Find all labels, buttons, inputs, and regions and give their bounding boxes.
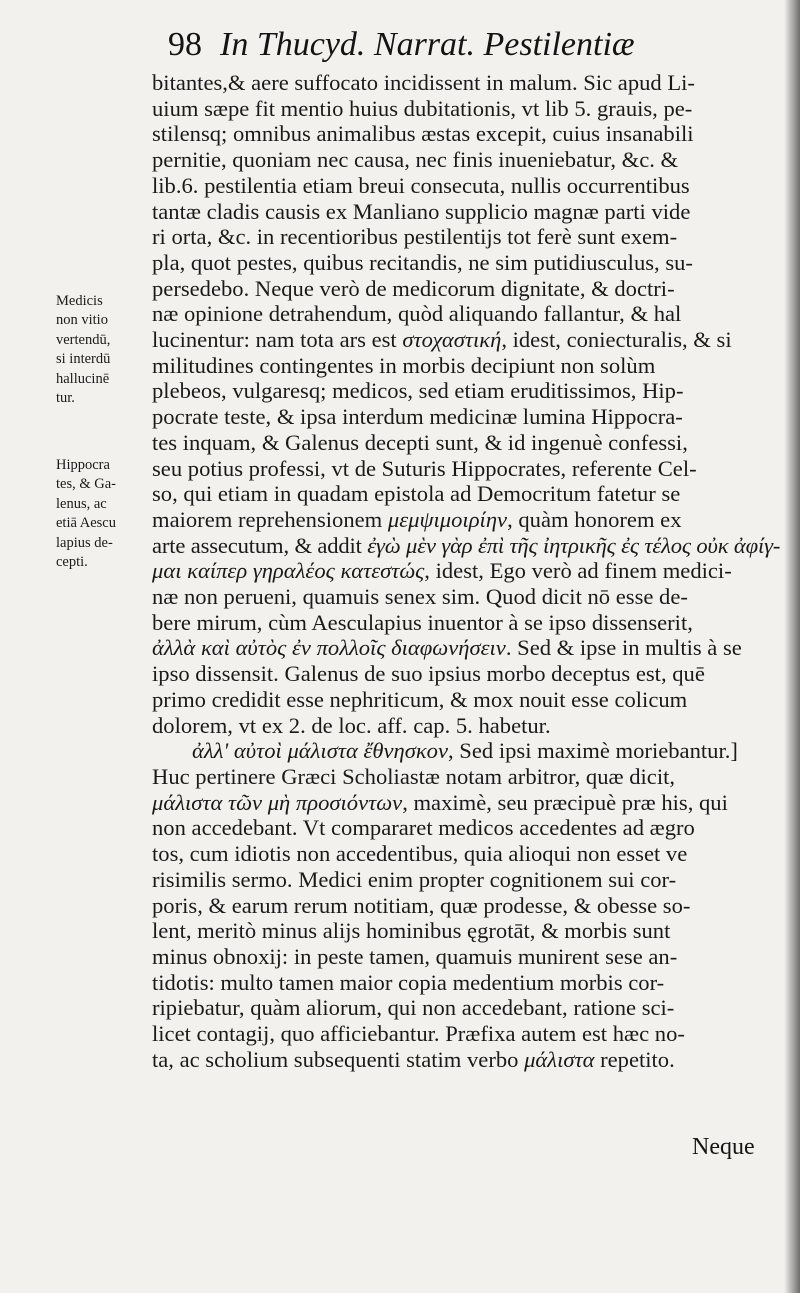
margin-note-line: Hippocra — [56, 457, 110, 473]
greek-phrase: μάλιστα — [524, 1046, 595, 1072]
text-line — [152, 687, 780, 713]
text-line — [152, 404, 780, 430]
text-line — [152, 867, 780, 893]
margin-note-line: cepti. — [56, 554, 88, 571]
latin-text: ripiebatur, quàm aliorum, qui non accedebant, ratione sci- — [152, 995, 675, 1021]
text-line — [152, 121, 780, 147]
margin-note-line: tes, & Ga- — [56, 476, 116, 493]
text-line — [152, 893, 780, 919]
margin-note-physicians — [56, 292, 150, 408]
text-line — [152, 70, 780, 96]
page-edge-shadow — [784, 0, 800, 1293]
text-line — [152, 430, 780, 456]
latin-text: tidotis: multo tamen maior copia medentium morbis cor- — [152, 969, 665, 995]
latin-text: , idest, Ego verò ad finem medici- — [424, 558, 732, 584]
text-line — [152, 970, 780, 996]
margin-note-line: hallucinē — [56, 370, 110, 387]
greek-phrase: ἀλλ' αὐτοὶ μάλιστα ἔθνησκον — [192, 738, 448, 764]
latin-text: , quàm honorem ex — [507, 506, 682, 532]
text-line — [152, 558, 780, 584]
margin-note-line: Medicis — [56, 293, 103, 309]
text-line — [152, 250, 780, 276]
latin-text: poris, & earum rerum notitiam, quæ prodesse, & obesse so- — [152, 892, 691, 918]
text-line — [152, 841, 780, 867]
text-line — [152, 610, 780, 636]
latin-text: so, qui etiam in quadam epistola ad Democritum fatetur se — [152, 481, 681, 507]
latin-text: pernitie, quoniam nec causa, nec finis inueniebatur, &c. & — [152, 147, 679, 173]
margin-note-hippocrates — [56, 456, 150, 572]
latin-text: dolorem, vt ex 2. de loc. aff. cap. 5. habetur. — [152, 712, 551, 738]
latin-text: non accedebant. Vt compararet medicos accedentes ad ægro — [152, 815, 695, 841]
margin-note-line: vertendū, — [56, 331, 111, 348]
text-line — [152, 790, 780, 816]
latin-text: , idest, coniecturalis, & si — [501, 327, 732, 353]
text-line — [152, 327, 780, 353]
text-line — [152, 224, 780, 250]
latin-text: Huc pertinere Græci Scholiastæ notam arbitror, quæ dicit, — [152, 763, 676, 789]
text-line — [152, 481, 780, 507]
latin-text: uium sæpe fit mentio huius dubitationis, vt lib 5. grauis, pe- — [152, 95, 693, 121]
latin-text: repetito. — [594, 1046, 675, 1072]
latin-text: arte assecutum, & addit — [152, 532, 368, 558]
latin-text: tantæ cladis causis ex Manliano supplicio magnæ parti vide — [152, 198, 691, 224]
greek-phrase: στοχαστική — [402, 327, 502, 353]
latin-text: ri orta, &c. in recentioribus pestilentijs tot ferè sunt exem- — [152, 224, 678, 250]
text-line — [152, 1021, 780, 1047]
greek-phrase: ἀλλὰ καὶ αὐτὸς ἐν πολλοῖς διαφωνήσειν — [152, 635, 506, 661]
text-line — [152, 533, 780, 559]
latin-text: bitantes,& aere suffocato incidissent in malum. Sic apud Li- — [152, 70, 695, 95]
text-line — [152, 276, 780, 302]
greek-phrase: μεμψιμοιρίην — [387, 506, 508, 532]
text-line — [152, 815, 780, 841]
latin-text: lib.6. pestilentia etiam breui consecuta, nullis occurrentibus — [152, 172, 690, 198]
text-line — [152, 918, 780, 944]
latin-text: , maximè, seu præcipuè præ his, qui — [402, 789, 728, 815]
running-title: In Thucyd. Narrat. Pestilentiæ — [220, 26, 635, 63]
text-line — [152, 456, 780, 482]
text-line — [152, 635, 780, 661]
text-line — [152, 764, 780, 790]
text-line — [152, 944, 780, 970]
text-line — [152, 378, 780, 404]
latin-text: stilensq; omnibus animalibus æstas excepit, cuius insanabili — [152, 121, 694, 147]
running-header — [168, 22, 728, 68]
text-line — [152, 507, 780, 533]
text-line — [152, 661, 780, 687]
latin-text: licet contagij, quo afficiebantur. Præfixa autem est hæc no- — [152, 1021, 685, 1047]
margin-note-line: etiā Aescu — [56, 515, 116, 532]
text-line — [152, 199, 780, 225]
latin-text: næ opinione detrahendum, quòd aliquando fallantur, & hal — [152, 301, 682, 327]
latin-text: tos, cum idiotis non accedentibus, quia alioqui non esset ve — [152, 841, 688, 867]
text-line — [152, 96, 780, 122]
latin-text: lent, meritò minus alijs hominibus ęgrotāt, & morbis sunt — [152, 918, 671, 944]
margin-note-line: tur. — [56, 390, 75, 407]
greek-phrase: ἐγὼ μὲν γὰρ ἐπὶ τῆς ἰητρικῆς ἐς τέλος οὐκ ἀφίγ- — [367, 532, 780, 558]
greek-phrase: μάλιστα τῶν μὴ προσιόντων — [152, 789, 403, 815]
greek-phrase: μαι καίπερ γηραλέος κατεστώς — [152, 558, 425, 584]
latin-text: minus obnoxij: in peste tamen, quamuis munirent sese an- — [152, 943, 678, 969]
latin-text: pocrate teste, & ipsa interdum medicinæ lumina Hippocra- — [152, 404, 683, 430]
text-line — [152, 147, 780, 173]
margin-note-line: lapius de- — [56, 534, 113, 551]
latin-text: lucinentur: nam tota ars est — [152, 327, 403, 353]
body-text — [152, 70, 780, 1072]
latin-text: tes inquam, & Galenus decepti sunt, & id ingenuè confessi, — [152, 429, 688, 455]
text-line — [152, 584, 780, 610]
margin-note-line: non vitio — [56, 312, 108, 329]
latin-text: maiorem reprehensionem — [152, 506, 388, 532]
margin-note-line: si interdū — [56, 351, 111, 368]
latin-text: . Sed & ipse in multis à se — [505, 635, 742, 661]
latin-text: militudines contingentes in morbis decipiunt non solùm — [152, 352, 656, 378]
latin-text: ipso dissensit. Galenus de suo ipsius morbo deceptus est, quē — [152, 661, 705, 687]
catchword: Neque — [692, 1134, 755, 1160]
latin-text: persedebo. Neque verò de medicorum dignitate, & doctri- — [152, 275, 675, 301]
page-number: 98 — [168, 26, 202, 63]
latin-text: primo credidit esse nephriticum, & mox nouit esse colicum — [152, 686, 688, 712]
text-line — [152, 173, 780, 199]
latin-text: seu potius professi, vt de Suturis Hippocrates, referente Cel- — [152, 455, 697, 481]
latin-text: bere mirum, cùm Aesculapius inuentor à se ipso dissenserit, — [152, 609, 693, 635]
latin-text: pla, quot pestes, quibus recitandis, ne sim putidiusculus, su- — [152, 249, 693, 275]
latin-text: næ non perueni, quamuis senex sim. Quod dicit nō esse de- — [152, 584, 688, 610]
text-line — [152, 353, 780, 379]
text-line — [152, 1047, 780, 1073]
text-line — [152, 738, 780, 764]
text-line — [152, 995, 780, 1021]
latin-text: , Sed ipsi maximè moriebantur.] — [448, 738, 738, 764]
text-line — [152, 713, 780, 739]
latin-text: risimilis sermo. Medici enim propter cognitionem sui cor- — [152, 866, 677, 892]
latin-text: plebeos, vulgaresq; medicos, sed etiam eruditissimos, Hip- — [152, 378, 684, 404]
latin-text: ta, ac scholium subsequenti statim verbo — [152, 1046, 525, 1072]
margin-note-line: lenus, ac — [56, 495, 107, 512]
text-line — [152, 301, 780, 327]
